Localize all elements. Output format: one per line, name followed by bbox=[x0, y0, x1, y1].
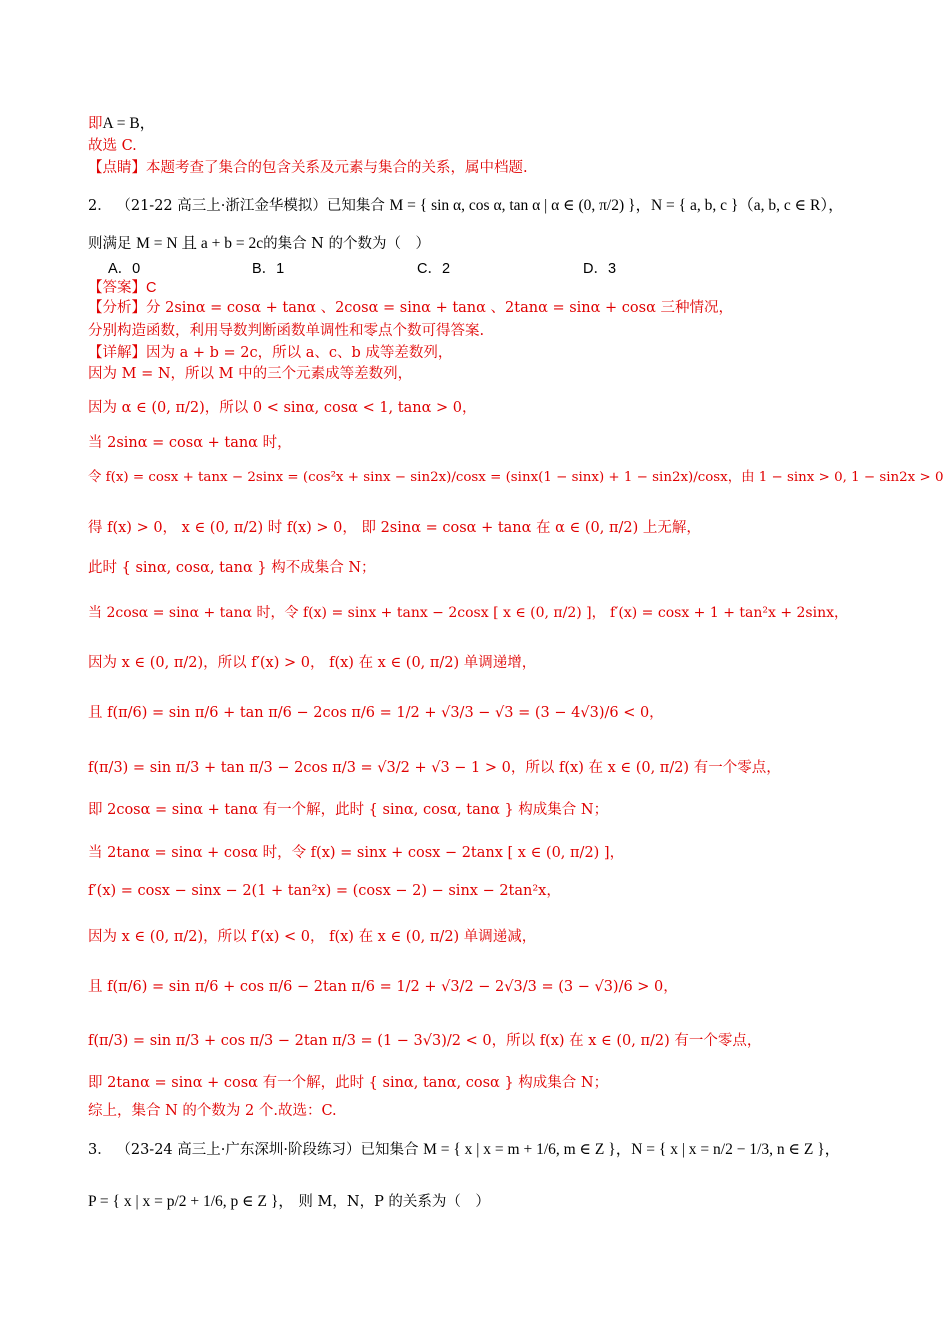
analysis-line-1: 【分析】分 2sinα = cosα + tanα 、2cosα = sinα + tanα 、2tanα = sinα + cosα 三种情况， bbox=[88, 300, 734, 316]
detail-line-0: 【详解】因为 a + b = 2c，所以 a、c、b 成等差数列， bbox=[88, 345, 453, 361]
q3-stem-line-1: 3． （23-24 高三上·广东深圳·阶段练习）已知集合 M = { x | x = m + 1/6, m ∈ Z }，N = { x | x = n/2 − 1/3, n ∈ Z }， bbox=[88, 1141, 841, 1158]
q2-stem-line-1: 2． （21-22 高三上·浙江金华模拟）已知集合 M = { sin α, cos α, tan α | α ∈ (0, π/2) }，N = { a, b, c }（a, b, c ∈ R）， bbox=[88, 197, 844, 214]
q2-stem-line-2: 则满足 M = N 且 a + b = 2c的集合 N 的个数为（ ） bbox=[88, 235, 430, 252]
detail-line-13: f′(x) = cosx − sinx − 2(1 + tan²x) = (cosx − 2) − sinx − 2tan²x， bbox=[88, 883, 561, 899]
detail-line-1: 因为 M = N，所以 M 中的三个元素成等差数列， bbox=[88, 366, 413, 382]
prev-line-1: 即A = B， bbox=[88, 115, 156, 132]
detail-line-2: 因为 α ∈ (0, π/2)，所以 0 < sinα, cosα < 1, tanα > 0， bbox=[88, 400, 477, 416]
prev-line-3: 【点睛】本题考查了集合的包含关系及元素与集合的关系，属中档题. bbox=[88, 160, 528, 176]
analysis-line-2: 分别构造函数，利用导数判断函数单调性和零点个数可得答案. bbox=[88, 323, 485, 339]
detail-line-8: 因为 x ∈ (0, π/2)，所以 f′(x) > 0， f(x) 在 x ∈ (0, π/2) 单调递增， bbox=[88, 655, 537, 671]
detail-line-10: f(π/3) = sin π/3 + tan π/3 − 2cos π/3 = √3/2 + √3 − 1 > 0，所以 f(x) 在 x ∈ (0, π/2) 有一个零点， bbox=[88, 760, 781, 776]
detail-line-3: 当 2sinα = cosα + tanα 时， bbox=[88, 435, 292, 451]
answer-line: 【答案】C bbox=[88, 280, 157, 296]
detail-line-7: 当 2cosα = sinα + tanα 时，令 f(x) = sinx + tanx − 2cosx [ x ∈ (0, π/2) ]， f′(x) = cosx + 1 + tan²x + 2sinx， bbox=[88, 605, 848, 621]
detail-line-12: 当 2tanα = sinα + cosα 时，令 f(x) = sinx + cosx − 2tanx [ x ∈ (0, π/2) ]， bbox=[88, 845, 625, 861]
detail-line-15: 且 f(π/6) = sin π/6 + cos π/6 − 2tan π/6 = 1/2 + √3/2 − 2√3/3 = (3 − √3)/6 > 0， bbox=[88, 979, 678, 995]
option-c: C．2 bbox=[417, 261, 451, 277]
prev-line-2: 故选 C. bbox=[88, 138, 137, 154]
detail-line-5: 得 f(x) > 0， x ∈ (0, π/2) 时 f(x) > 0， 即 2sinα = cosα + tanα 在 α ∈ (0, π/2) 上无解， bbox=[88, 520, 701, 536]
detail-line-18: 综上，集合 N 的个数为 2 个.故选：C. bbox=[88, 1103, 337, 1119]
question-number: 3． bbox=[88, 1142, 112, 1158]
question-number: 2． bbox=[88, 198, 112, 214]
detail-line-14: 因为 x ∈ (0, π/2)，所以 f′(x) < 0， f(x) 在 x ∈ (0, π/2) 单调递减， bbox=[88, 929, 537, 945]
answer-value: C bbox=[146, 280, 157, 296]
detail-line-11: 即 2cosα = sinα + tanα 有一个解，此时 { sinα, cosα, tanα } 构成集合 N； bbox=[88, 802, 609, 818]
detail-line-4: 令 f(x) = cosx + tanx − 2sinx = (cos²x + sinx − sin2x)/cosx = (sinx(1 − sinx) + 1 − sin2x)/cosx，由 1 − sinx > 0, 1 − sin2x > 0 bbox=[88, 470, 944, 485]
set-m-definition: M = { sin α, cos α, tan α | α ∈ (0, π/2) }，N = { a, b, c }（a, b, c ∈ R）， bbox=[389, 197, 844, 214]
detail-line-9: 且 f(π/6) = sin π/6 + tan π/6 − 2cos π/6 = 1/2 + √3/3 − √3 = (3 − 4√3)/6 < 0， bbox=[88, 705, 664, 721]
detail-line-16: f(π/3) = sin π/3 + cos π/3 − 2tan π/3 = (1 − 3√3)/2 < 0，所以 f(x) 在 x ∈ (0, π/2) 有一个零点， bbox=[88, 1033, 762, 1049]
option-d: D．3 bbox=[583, 261, 617, 277]
q3-stem-line-2: P = { x | x = p/2 + 1/6, p ∈ Z }， 则 M，N，P 的关系为（ ） bbox=[88, 1193, 490, 1210]
option-b: B．1 bbox=[252, 261, 285, 277]
detail-line-17: 即 2tanα = sinα + cosα 有一个解，此时 { sinα, tanα, cosα } 构成集合 N； bbox=[88, 1075, 609, 1091]
option-a: A．0 bbox=[108, 261, 141, 277]
detail-line-6: 此时 { sinα, cosα, tanα } 构不成集合 N； bbox=[88, 560, 376, 576]
